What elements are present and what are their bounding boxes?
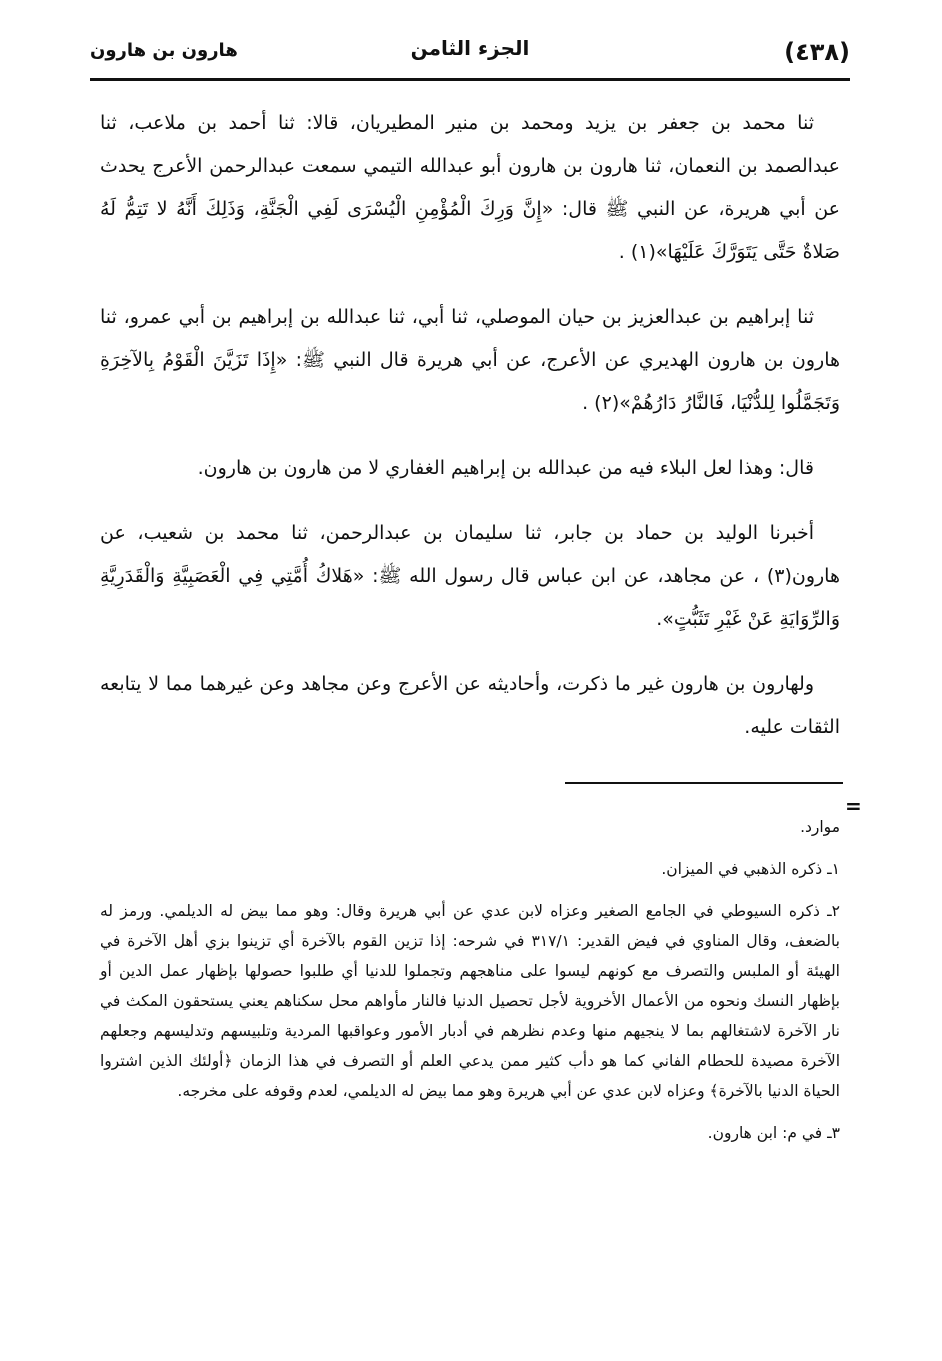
page-number: (٤٣٨) [784,38,850,66]
paragraph: ثنا محمد بن جعفر بن يزيد ومحمد بن منير المطيريان، قالا: ثنا أحمد بن ملاعب، ثنا عبدالصمد بن النعمان، ثنا هارون بن هارون أبو عبدالله التيمي سمعت عبدالرحمن الأعرج يحدث عن أبي هريرة، عن النبي ﷺ قال: «إِنَّ وَرِكَ الْمُؤْمِنِ الْيُسْرَى لَفِي الْجَنَّةِ، وَذَلِكَ أَنَّهُ لا تَتِمُّ لَهُ صَلاةٌ حَتَّى يَتَوَرَّكَ عَلَيْهَا»(١) . [100,112,840,263]
paragraph: قال: وهذا لعل البلاء فيه من عبدالله بن إبراهيم الغفاري لا من هارون بن هارون. [197,457,814,479]
paragraph: أخبرنا الوليد بن حماد بن جابر، ثنا سليمان بن عبدالرحمن، ثنا محمد بن شعيب، عن هارون(٣) ، عن مجاهد، عن ابن عباس قال رسول الله ﷺ: «هَلاكُ أُمَّتِي فِي الْعَصَبِيَّةِ وَالْقَدَرِيَّةِ وَالرِّوَايَةِ عَنْ غَيْرِ تَثَبُّتٍ». [100,522,840,630]
footnotes [100,812,840,1160]
paragraph: ولهارون بن هارون غير ما ذكرت، وأحاديثه عن الأعرج وعن مجاهد وعن غيرهما مما لا يتابعه الثقات عليه. [100,673,840,738]
running-title: هارون بن هارون [90,40,238,61]
footnote-continuation-mark: = [845,794,862,818]
header-rule [90,78,850,81]
paragraph: ثنا إبراهيم بن عبدالعزيز بن حيان الموصلي، ثنا أبي، ثنا عبدالله بن إبراهيم بن أبي عمرو، ثنا هارون بن هارون الهديري عن الأعرج، عن أبي هريرة قال النبي ﷺ: «إِذَا تَزَيَّنَ الْقَوْمُ بِالآخِرَةِ وَتَجَمَّلُوا لِلدُّنْيَا، فَالنَّارُ دَارُهُمْ»(٢) . [100,306,840,414]
footnote-separator [565,782,843,784]
footnote: ١ـ ذكره الذهبي في الميزان. [661,860,840,878]
page-header [90,30,850,78]
footnote: ٢ـ ذكره السيوطي في الجامع الصغير وعزاه لابن عدي عن أبي هريرة وقال: وهو مما بيض له الديلمي. ورمز له بالضعف، وقال المناوي في فيض القدير: ٣١٧/١ في شرحه: إذا تزين القوم بالآخرة أي تزينوا بزي أهل الآخرة في الهيئة أو الملبس والتصرف مع كونهم ليسوا على مناهجهم وتجملوا للدنيا أي طلبوا حصولها بإظهار عمل الدين أو بإظهار النسك ونحوه من الأعمال الأخروية لأجل تحصيل الدنيا فالنار مأواهم محل سكناهم يعني يستحقون المكث في نار الآخرة لاشتغالهم بما لا ينجيهم منها وعدم نظرهم في أدبار الأمور وعواقبها المردية وتلبيسهم وتدليسهم وجعلهم الآخرة مصيدة للحطام الفاني كما هو دأب كثير ممن يدعي العلم أو التصرف في هذا الزمان ﴿أولئك الذين اشتروا الحياة الدنيا بالآخرة﴾ وعزاه لابن عدي عن أبي هريرة وهو مما بيض له الديلمي، لعدم وقوفه على مخرجه. [100,902,840,1100]
footnote: موارد. [800,818,840,836]
part-title: الجزء الثامن [410,36,530,60]
footnote: ٣ـ في م: ابن هارون. [707,1124,840,1142]
main-text [100,102,840,749]
